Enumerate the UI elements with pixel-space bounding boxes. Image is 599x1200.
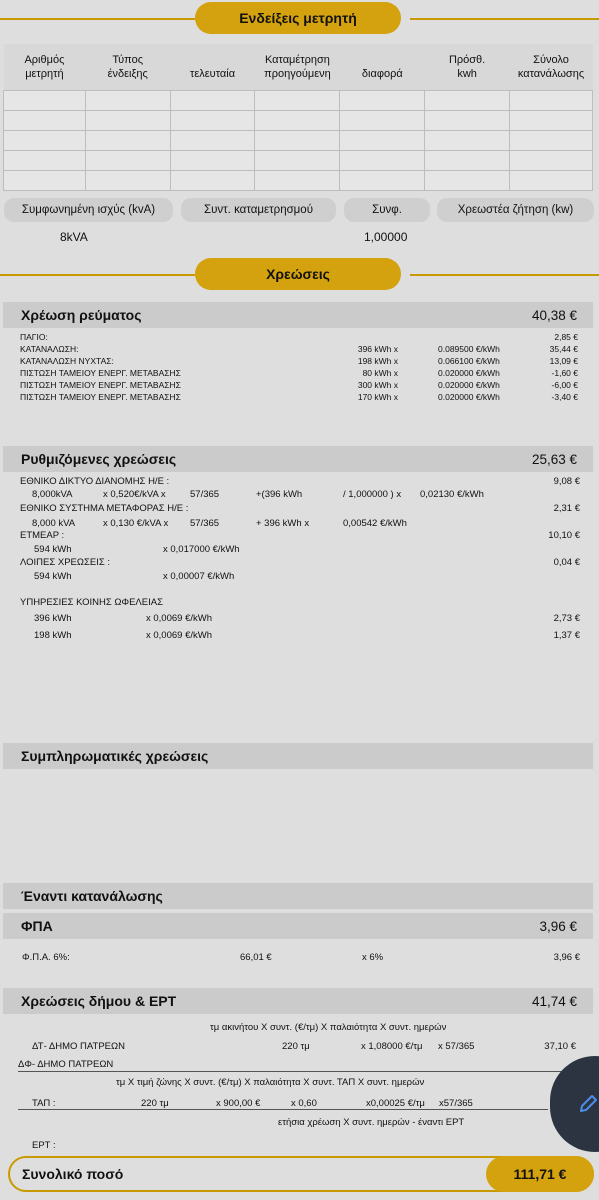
etmear-amount: 10,10 € — [548, 530, 580, 541]
line-amount: 35,44 € — [549, 344, 578, 354]
network-distribution-title: ΕΘΝΙΚΟ ΔΙΚΤΥΟ ΔΙΑΝΟΜΗΣ Η/Ε : — [20, 476, 170, 487]
charges-section-title: Χρεώσεις — [195, 258, 401, 290]
agreed-power-value: 8kVA — [60, 230, 88, 244]
regulated-charges-amount: 25,63 € — [531, 451, 577, 467]
line-amount: 1,37 € — [553, 630, 580, 641]
header-rule-left — [0, 18, 195, 20]
pencil-icon — [578, 1094, 598, 1114]
formula-tap: τμ Χ τιμή ζώνης Χ συντ. (€/τμ) Χ παλαιότητα Χ συντ. ΤΑΠ Χ συντ. ημερών — [116, 1077, 425, 1088]
table-row — [4, 150, 593, 170]
col-reading-type: Τύπος ένδειξης — [85, 44, 170, 90]
formula-part: 57/365 — [190, 518, 220, 529]
line-rate: 0.020000 €/kWh — [438, 392, 500, 402]
metering-coefficient-chip: Συντ. καταμετρησμού — [181, 198, 336, 222]
power-charge-amount: 40,38 € — [531, 307, 577, 323]
formula-part: x 0,017000 €/kWh — [163, 544, 240, 555]
tap-rate: x0,00025 €/τμ — [366, 1098, 425, 1109]
header-rule-right — [410, 274, 599, 276]
vat-band — [3, 913, 593, 939]
formula-part: x 0,130 €/kVA x — [103, 518, 169, 529]
power-factor-value: 1,00000 — [364, 230, 408, 244]
table-row — [4, 90, 593, 110]
formula-part: x 0,520€/kVA x — [103, 489, 166, 500]
tap-zone-price: x 900,00 € — [216, 1098, 261, 1109]
line-qty: 300 kWh x — [357, 380, 398, 390]
power-charge-band — [3, 302, 593, 328]
other-charges-title: ΛΟΙΠΕΣ ΧΡΕΩΣΕΙΣ : — [20, 557, 110, 568]
line-amount: -3,40 € — [551, 392, 578, 402]
billable-demand-chip: Χρεωστέα ζήτηση (kw) — [437, 198, 594, 222]
dt-label: ΔΤ- ΔΗΜΟ ΠΑΤΡΕΩΝ — [32, 1041, 125, 1052]
col-meter-number: Αριθμός μετρητή — [4, 44, 86, 90]
formula-part: 8,000 kVA — [32, 518, 76, 529]
vat-amount: 3,96 € — [539, 918, 577, 934]
line-amount: 2,73 € — [553, 613, 580, 624]
municipal-charges-band — [3, 988, 593, 1014]
formula-part: 57/365 — [190, 489, 220, 500]
line-desc: ΚΑΤΑΝΑΛΩΣΗ ΝΥΧΤΑΣ: — [20, 356, 114, 366]
municipal-charges-amount: 41,74 € — [531, 993, 577, 1009]
transmission-system-amount: 2,31 € — [553, 503, 580, 514]
line-rate: x 0,0069 €/kWh — [146, 630, 213, 641]
vat-line-rate: x 6% — [362, 952, 384, 963]
line-qty: 198 kWh x — [357, 356, 398, 366]
dt-days: x 57/365 — [438, 1041, 475, 1052]
formula-part: 0,00542 €/kWh — [343, 518, 407, 529]
tap-days: x57/365 — [439, 1098, 473, 1109]
dt-area: 220 τμ — [282, 1041, 310, 1052]
meter-section-title: Ενδείξεις μετρητή — [195, 2, 401, 34]
line-amount: -6,00 € — [551, 380, 578, 390]
meter-table-header-row — [4, 44, 593, 90]
col-last-reading: τελευταία — [170, 44, 255, 90]
tap-label: ΤΑΠ : — [32, 1098, 56, 1109]
formula-part: x 0,00007 €/kWh — [163, 571, 235, 582]
power-charge-label: Χρέωση ρεύματος — [21, 307, 142, 323]
formula-part: 594 kWh — [34, 571, 72, 582]
line-desc: ΠΙΣΤΩΣΗ ΤΑΜΕΙΟΥ ΕΝΕΡΓ. ΜΕΤΑΒΑΣΗΣ — [20, 380, 181, 390]
other-charges-amount: 0,04 € — [553, 557, 580, 568]
regulated-charges-band — [3, 446, 593, 472]
agreed-power-chip: Συμφωνημένη ισχύς (kvA) — [4, 198, 173, 222]
formula-property: τμ ακινήτου Χ συντ. (€/τμ) Χ παλαιότητα Χ συντ. ημερών — [210, 1022, 447, 1033]
municipal-charges-label: Χρεώσεις δήμου & ΕΡΤ — [21, 993, 177, 1009]
formula-part: + 396 kWh x — [256, 518, 310, 529]
public-service-title: ΥΠΗΡΕΣΙΕΣ ΚΟΙΝΗΣ ΩΦΕΛΕΙΑΣ — [20, 597, 163, 608]
against-consumption-band — [3, 883, 593, 909]
line-desc: ΚΑΤΑΝΑΛΩΣΗ: — [20, 344, 79, 354]
tap-coefficient: x 0,60 — [291, 1098, 317, 1109]
line-desc: ΠΑΓΙΟ: — [20, 332, 48, 342]
line-qty: 170 kWh x — [357, 392, 398, 402]
ert-label: ΕΡΤ : — [32, 1140, 56, 1151]
line-desc: ΠΙΣΤΩΣΗ ΤΑΜΕΙΟΥ ΕΝΕΡΓ. ΜΕΤΑΒΑΣΗΣ — [20, 392, 181, 402]
df-label: ΔΦ- ΔΗΜΟ ΠΑΤΡΕΩΝ — [18, 1059, 114, 1070]
formula-ert: ετήσια χρέωση Χ συντ. ημερών - έναντι ΕΡΤ — [278, 1117, 465, 1128]
total-amount: 111,71 € — [486, 1156, 594, 1192]
vat-line-desc: Φ.Π.Α. 6%: — [22, 952, 70, 963]
line-qty: 396 kWh — [34, 613, 72, 624]
divider — [18, 1071, 568, 1072]
vat-line-base: 66,01 € — [240, 952, 272, 963]
network-distribution-amount: 9,08 € — [553, 476, 580, 487]
line-qty: 198 kWh — [34, 630, 72, 641]
line-rate: 0.020000 €/kWh — [438, 380, 500, 390]
vat-label: ΦΠΑ — [21, 918, 53, 934]
formula-part: 594 kWh — [34, 544, 72, 555]
dt-amount: 37,10 € — [544, 1041, 576, 1052]
col-difference: διαφορά — [340, 44, 425, 90]
line-amount: 13,09 € — [549, 356, 578, 366]
vat-line-amount: 3,96 € — [553, 952, 580, 963]
regulated-charges-label: Ρυθμιζόμενες χρεώσεις — [21, 451, 177, 467]
power-factor-chip: Συνφ. — [344, 198, 430, 222]
line-desc: ΠΙΣΤΩΣΗ ΤΑΜΕΙΟΥ ΕΝΕΡΓ. ΜΕΤΑΒΑΣΗΣ — [20, 368, 181, 378]
line-qty: 396 kWh x — [357, 344, 398, 354]
meter-section-header — [0, 2, 599, 36]
table-row — [4, 110, 593, 130]
line-qty: 80 kWh x — [362, 368, 398, 378]
tap-area: 220 τμ — [141, 1098, 169, 1109]
line-amount: 2,85 € — [554, 332, 578, 342]
etmear-title: ΕΤΜΕΑΡ : — [20, 530, 65, 541]
table-row — [4, 130, 593, 150]
against-consumption-label: Έναντι κατανάλωσης — [21, 888, 163, 904]
col-total-consumption: Σύνολο κατανάλωσης — [510, 44, 593, 90]
formula-part: 8,000kVA — [32, 489, 73, 500]
line-amount: -1,60 € — [551, 368, 578, 378]
line-rate: 0.066100 €/kWh — [438, 356, 500, 366]
header-rule-left — [0, 274, 195, 276]
formula-part: +(396 kWh — [256, 489, 303, 500]
supplementary-charges-band — [3, 743, 593, 769]
formula-part: 0,02130 €/kWh — [420, 489, 484, 500]
col-previous-reading: Καταμέτρηση προηγούμενη — [255, 44, 340, 90]
charges-section-header — [0, 258, 599, 292]
col-added-kwh: Πρόσθ. kwh — [425, 44, 510, 90]
formula-part: / 1,000000 ) x — [343, 489, 402, 500]
line-rate: 0.089500 €/kWh — [438, 344, 500, 354]
table-row — [4, 170, 593, 190]
line-rate: 0.020000 €/kWh — [438, 368, 500, 378]
total-amount-bar — [8, 1156, 594, 1192]
total-label: Συνολικό ποσό — [22, 1166, 124, 1182]
header-rule-right — [410, 18, 599, 20]
transmission-system-title: ΕΘΝΙΚΟ ΣΥΣΤΗΜΑ ΜΕΤΑΦΟΡΑΣ Η/Ε : — [20, 503, 189, 514]
meter-readings-table — [3, 44, 593, 191]
dt-rate: x 1,08000 €/τμ — [361, 1041, 423, 1052]
divider — [18, 1109, 548, 1110]
line-rate: x 0,0069 €/kWh — [146, 613, 213, 624]
supplementary-charges-label: Συμπληρωματικές χρεώσεις — [21, 748, 209, 764]
